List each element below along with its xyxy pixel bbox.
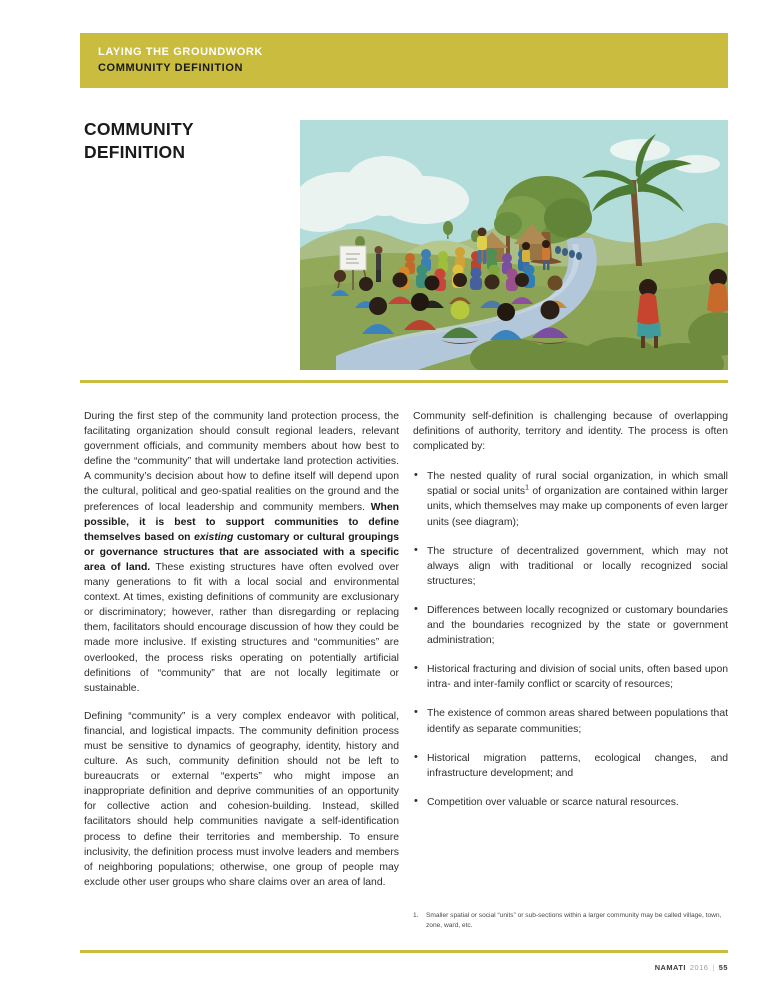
list-item <box>413 751 728 781</box>
complications-list <box>413 469 728 810</box>
footnote-number: 1. <box>413 912 419 919</box>
list-item <box>413 795 728 810</box>
body-left-column <box>84 409 399 903</box>
list-item-text-a: Historical migration patterns, ecological changes, and infrastructure development; and <box>427 752 728 779</box>
list-item-text-a: Competition over valuable or scarce natural resources. <box>427 796 679 808</box>
page-footer <box>655 963 728 972</box>
list-item <box>413 706 728 736</box>
paragraph-1 <box>84 409 399 696</box>
list-item-text-b: of organization are contained within larger units, which themselves may make up components of even larger units (see diagram); <box>427 486 728 528</box>
running-header <box>80 33 728 88</box>
list-item <box>413 544 728 589</box>
running-header-subsection: COMMUNITY DEFINITION <box>98 62 244 74</box>
paragraph-1-tail: These existing structures have often evolved over many generations to fit with a local social and environmental context. At times, existing definitions of community are exclusionary or discriminatory; however, rather than disregarding or replacing them, facilitators should encourage discussion of how they could be made more inclusive. If existing structures and “communities” are overlooked, the process risks operating on potentially artificial definitions of “community” that are not locally legitimate or sustainable. <box>84 561 399 694</box>
paragraph-2: Defining “community” is a very complex endeavor with political, financial, and logistical impacts. The community definition process must be sensitive to dynamics of geography, identity, history and culture. As such, community definition should not be left to bureaucrats or external “experts” who might impose an inappropriate definition and deprive communities of an opportunity for collective action and cohesion-building. Instead, skilled facilitators should help communities navigate a self-identification process to define their territories and membership. To ensure inclusivity, the definition process must involve leaders and members of neighboring populations; otherwise, one group of people may exclude other user groups who share claims over an area of land. <box>84 710 399 888</box>
list-item <box>413 662 728 692</box>
footer-brand: NAMATI <box>654 963 686 972</box>
footnote-text: Smaller spatial or social “units” or sub-sections within a larger community may be called village, town, zone, ward, etc. <box>426 912 722 929</box>
footnote-1 <box>413 911 731 930</box>
divider-rule-bottom <box>80 950 728 953</box>
list-item-text-a: Differences between locally recognized or customary boundaries and the boundaries recognized by the state or government administration; <box>427 604 728 647</box>
running-header-section: LAYING THE GROUNDWORK <box>98 46 263 58</box>
community-meeting-illustration <box>300 120 728 370</box>
page-number: 55 <box>718 963 728 972</box>
right-column-intro: Community self-definition is challenging because of overlapping definitions of authority, territory and identity. The process is often complicated by: <box>413 411 728 453</box>
list-item-text-a: The nested quality of rural social organization, in which small spatial or social units <box>427 471 728 498</box>
paragraph-1-bold-italic: existing <box>194 531 234 543</box>
list-item-text-a: Historical fracturing and division of social units, often based upon intra- and inter-family conflict or scarcity of resources; <box>427 664 728 691</box>
paragraph-1-bold-a: When possible, it is best to support communities to define themselves based on <box>84 501 399 543</box>
list-item <box>413 603 728 648</box>
illustration-svg <box>300 120 728 370</box>
list-item-text-a: The existence of common areas shared between populations that identify as separate communities; <box>427 708 728 735</box>
footnote-marker[interactable]: 1 <box>525 484 529 492</box>
body-right-column <box>413 409 728 824</box>
paragraph-1-bold-b: customary or cultural groupings or governance structures that are associated with a specific area of land. <box>84 531 399 573</box>
list-item <box>413 469 728 529</box>
divider-rule-top <box>80 380 728 383</box>
footer-separator: | <box>712 963 715 972</box>
list-item-text-a: The structure of decentralized government, which may not always align with traditional or locally recognized social structures; <box>427 545 728 587</box>
paragraph-1-lead: During the first step of the community land protection process, the facilitating organization should consult regional leaders, relevant government officials, and community members about how best to define the “community” that will undertake land protection activities. A community’s decision about how to define itself will depend upon the cultural, political and geo-spatial realities on the ground and the preferences of local leadership and community members. <box>84 411 399 513</box>
footer-year: 2016 <box>689 963 709 972</box>
page-title: COMMUNITY DEFINITION <box>84 119 194 162</box>
